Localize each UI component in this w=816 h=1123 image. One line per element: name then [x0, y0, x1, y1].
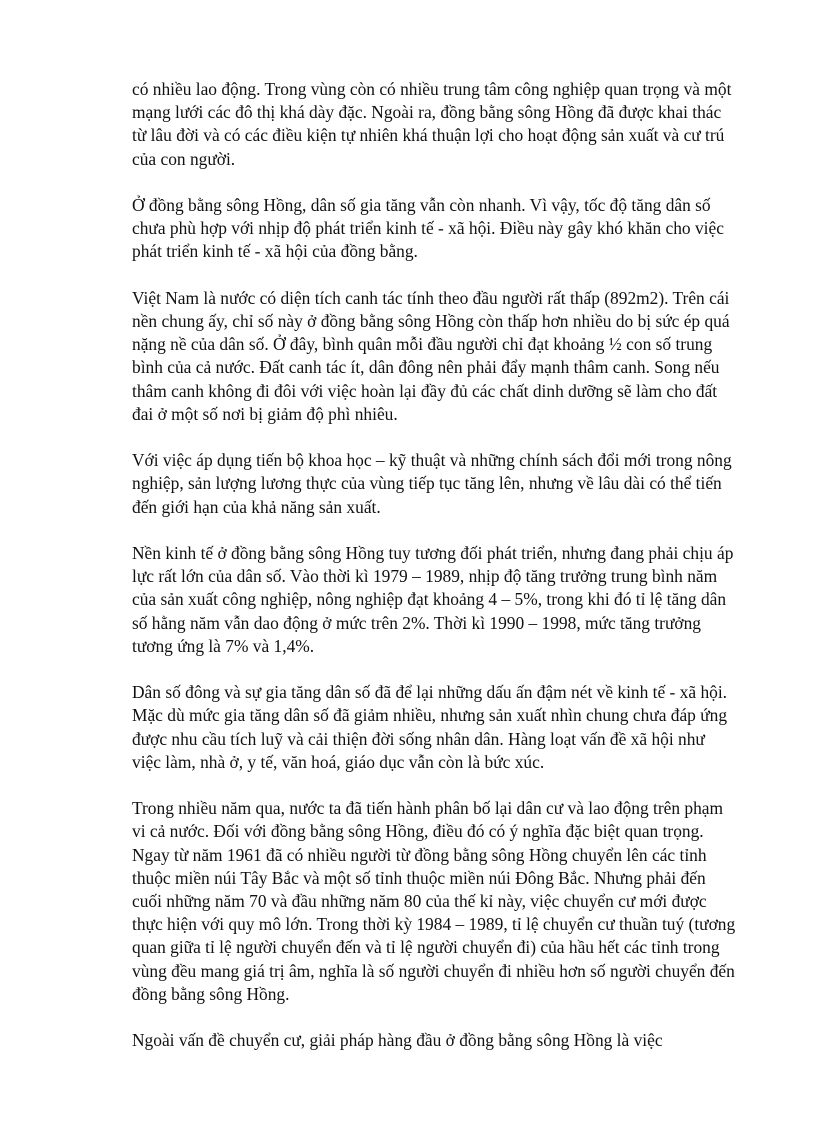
paragraph-3: Việt Nam là nước có diện tích canh tác tính theo đầu người rất thấp (892m2). Trên cái nền chung ấy, chỉ số này ở đồng bằng sông Hồng còn thấp hơn nhiều do bị sức ép quá nặng nề của dân số. Ở đây, bình quân mỗi đầu người chỉ đạt khoảng ½ con số trung bình của cả nước. Đất canh tác ít, dân đông nên phải đẩy mạnh thâm canh. Song nếu thâm canh không đi đôi với việc hoàn lại đầy đủ các chất dinh dưỡng sẽ làm cho đất đai ở một số nơi bị giảm độ phì nhiêu. — [132, 287, 730, 424]
paragraph-5: Nền kinh tế ở đồng bằng sông Hồng tuy tương đối phát triển, nhưng đang phải chịu áp lực rất lớn của dân số. Vào thời kì 1979 – 1989, nhịp độ tăng trưởng trung bình năm của sản xuất công nghiệp, nông nghiệp đạt khoảng 4 – 5%, trong khi đó tỉ lệ tăng dân số hằng năm vẫn dao động ở mức trên 2%. Thời kì 1990 – 1998, mức tăng trưởng tương ứng là 7% và 1,4%. — [132, 543, 734, 656]
paragraph-7: Trong nhiều năm qua, nước ta đã tiến hành phân bố lại dân cư và lao động trên phạm vi cả nước. Đối với đồng bằng sông Hồng, điều đó có ý nghĩa đặc biệt quan trọng. Ngay từ năm 1961 đã có nhiều người từ đồng bằng sông Hồng chuyển lên các tỉnh thuộc miền núi Tây Bắc và một số tỉnh thuộc miền núi Đông Bắc. Nhưng phải đến cuối những năm 70 và đầu những năm 80 của thế kỉ này, việc chuyển cư mới được thực hiện với quy mô lớn. Trong thời kỳ 1984 – 1989, tỉ lệ chuyển cư thuần tuý (tương quan giữa tỉ lệ người chuyển đến và tỉ lệ người chuyển đi) của hầu hết các tỉnh trong vùng đều mang giá trị âm, nghĩa là số người chuyển đi nhiều hơn số người chuyển đến đồng bằng sông Hồng. — [132, 798, 736, 1004]
paragraph-4: Với việc áp dụng tiến bộ khoa học – kỹ thuật và những chính sách đổi mới trong nông nghiệp, sản lượng lương thực của vùng tiếp tục tăng lên, nhưng về lâu dài có thể tiến đến giới hạn của khả năng sản xuất. — [132, 450, 732, 517]
paragraph-1: có nhiều lao động. Trong vùng còn có nhiều trung tâm công nghiệp quan trọng và một mạng lưới các đô thị khá dày đặc. Ngoài ra, đồng bằng sông Hồng đã được khai thác từ lâu đời và có các điều kiện tự nhiên khá thuận lợi cho hoạt động sản xuất và cư trú của con người. — [132, 79, 732, 169]
paragraph-2: Ở đồng bằng sông Hồng, dân số gia tăng vẫn còn nhanh. Vì vậy, tốc độ tăng dân số chưa phù hợp với nhịp độ phát triển kinh tế - xã hội. Điều này gây khó khăn cho việc phát triển kinh tế - xã hội của đồng bằng. — [132, 195, 724, 262]
document-page — [132, 78, 738, 1076]
paragraph-8: Ngoài vấn đề chuyển cư, giải pháp hàng đầu ở đồng bằng sông Hồng là việc — [132, 1030, 663, 1051]
paragraph-6: Dân số đông và sự gia tăng dân số đã để lại những dấu ấn đậm nét về kinh tế - xã hội. Mặc dù mức gia tăng dân số đã giảm nhiều, nhưng sản xuất nhìn chung chưa đáp ứng được nhu cầu tích luỹ và cải thiện đời sống nhân dân. Hàng loạt vấn đề xã hội như việc làm, nhà ở, y tế, văn hoá, giáo dục vẫn còn là bức xúc. — [132, 682, 728, 772]
